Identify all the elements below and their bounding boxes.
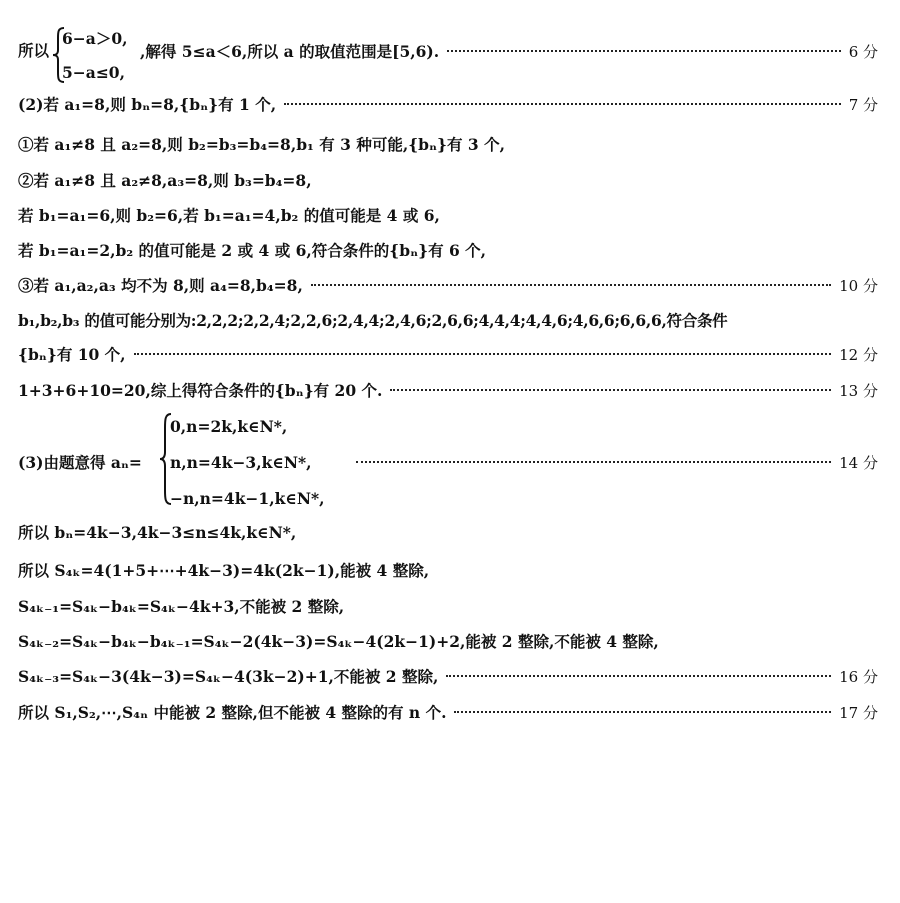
line-3-text: ①若 a₁≠8 且 a₂=8,则 b₂=b₃=b₄=8,b₁ 有 3 种可能,{bₙ}有 3 个,: [18, 135, 506, 154]
line-9: [18, 344, 878, 366]
line-1-prefix: 所以: [18, 41, 50, 60]
line-10: [18, 380, 878, 402]
line-2: [18, 94, 878, 116]
score-label: 12 分: [839, 346, 878, 364]
line-12: [18, 522, 878, 544]
line-17-text: 所以 S₁,S₂,⋯,S₄ₙ 中能被 2 整除,但不能被 4 整除的有 n 个.: [18, 703, 447, 722]
leader-dots: [134, 353, 832, 355]
line-9-text: {bₙ}有 10 个,: [18, 345, 126, 364]
line-15: [18, 631, 878, 653]
line-5-text: 若 b₁=a₁=6,则 b₂=6,若 b₁=a₁=4,b₂ 的值可能是 4 或 6,: [18, 206, 440, 225]
line-17: [18, 702, 878, 724]
line-8: [18, 310, 878, 332]
leader-dots: [284, 103, 841, 105]
line-5: [18, 205, 878, 227]
line-13: [18, 560, 878, 582]
line-16-text: S₄ₖ₋₃=S₄ₖ−3(4k−3)=S₄ₖ−4(3k−2)+1,不能被 2 整除,: [18, 667, 439, 686]
line-6: [18, 240, 878, 262]
score-label: 13 分: [839, 382, 878, 400]
line-7: [18, 275, 878, 297]
score-label: 7 分: [848, 96, 878, 114]
line-1-system-row-1: 6−a＞0,: [62, 29, 128, 48]
line-7-text: ③若 a₁,a₂,a₃ 均不为 8,则 a₄=8,b₄=8,: [18, 276, 303, 295]
line-11: [356, 452, 878, 474]
leader-dots: [311, 284, 831, 286]
line-15-text: S₄ₖ₋₂=S₄ₖ−b₄ₖ−b₄ₖ₋₁=S₄ₖ−2(4k−3)=S₄ₖ−4(2k−1)+2,能被 2 整除,不能被 4 整除,: [18, 632, 659, 651]
line-14: [18, 596, 878, 618]
line-8-text: b₁,b₂,b₃ 的值可能分别为:2,2,2;2,2,4;2,2,6;2,4,4;2,4,6;2,6,6;4,4,4;4,4,6;4,6,6;6,6,6,符合条件: [18, 311, 728, 330]
score-label: 14 分: [839, 454, 878, 472]
line-3: [18, 134, 878, 156]
leader-dots: [356, 461, 831, 463]
line-4-text: ②若 a₁≠8 且 a₂≠8,a₃=8,则 b₃=b₄=8,: [18, 171, 312, 190]
line-2-text: (2)若 a₁=8,则 bₙ=8,{bₙ}有 1 个,: [18, 95, 277, 114]
leader-dots: [390, 389, 831, 391]
line-14-text: S₄ₖ₋₁=S₄ₖ−b₄ₖ=S₄ₖ−4k+3,不能被 2 整除,: [18, 597, 345, 616]
leader-dots: [454, 711, 831, 713]
line-1-system-row-2: 5−a≤0,: [62, 63, 125, 82]
score-label: 6 分: [848, 43, 878, 61]
line-16: [18, 666, 878, 688]
line-11-prefix: (3)由题意得 aₙ=: [18, 453, 142, 472]
score-label: 16 分: [839, 668, 878, 686]
line-1-text: ,解得 5≤a＜6,所以 a 的取值范围是[5,6).: [140, 42, 440, 61]
line-4: [18, 170, 878, 192]
leader-dots: [447, 50, 841, 52]
line-13-text: 所以 S₄ₖ=4(1+5+⋯+4k−3)=4k(2k−1),能被 4 整除,: [18, 561, 430, 580]
leader-dots: [446, 675, 831, 677]
score-label: 10 分: [839, 277, 878, 295]
line-10-text: 1+3+6+10=20,综上得符合条件的{bₙ}有 20 个.: [18, 381, 383, 400]
line-1: [140, 41, 878, 63]
score-label: 17 分: [839, 704, 878, 722]
line-6-text: 若 b₁=a₁=2,b₂ 的值可能是 2 或 4 或 6,符合条件的{bₙ}有 6 个,: [18, 241, 487, 260]
line-11-case-2: n,n=4k−3,k∈N*,: [170, 453, 312, 472]
line-12-text: 所以 bₙ=4k−3,4k−3≤n≤4k,k∈N*,: [18, 523, 297, 542]
line-11-case-1: 0,n=2k,k∈N*,: [170, 417, 288, 436]
line-11-case-3: −n,n=4k−1,k∈N*,: [170, 489, 325, 508]
